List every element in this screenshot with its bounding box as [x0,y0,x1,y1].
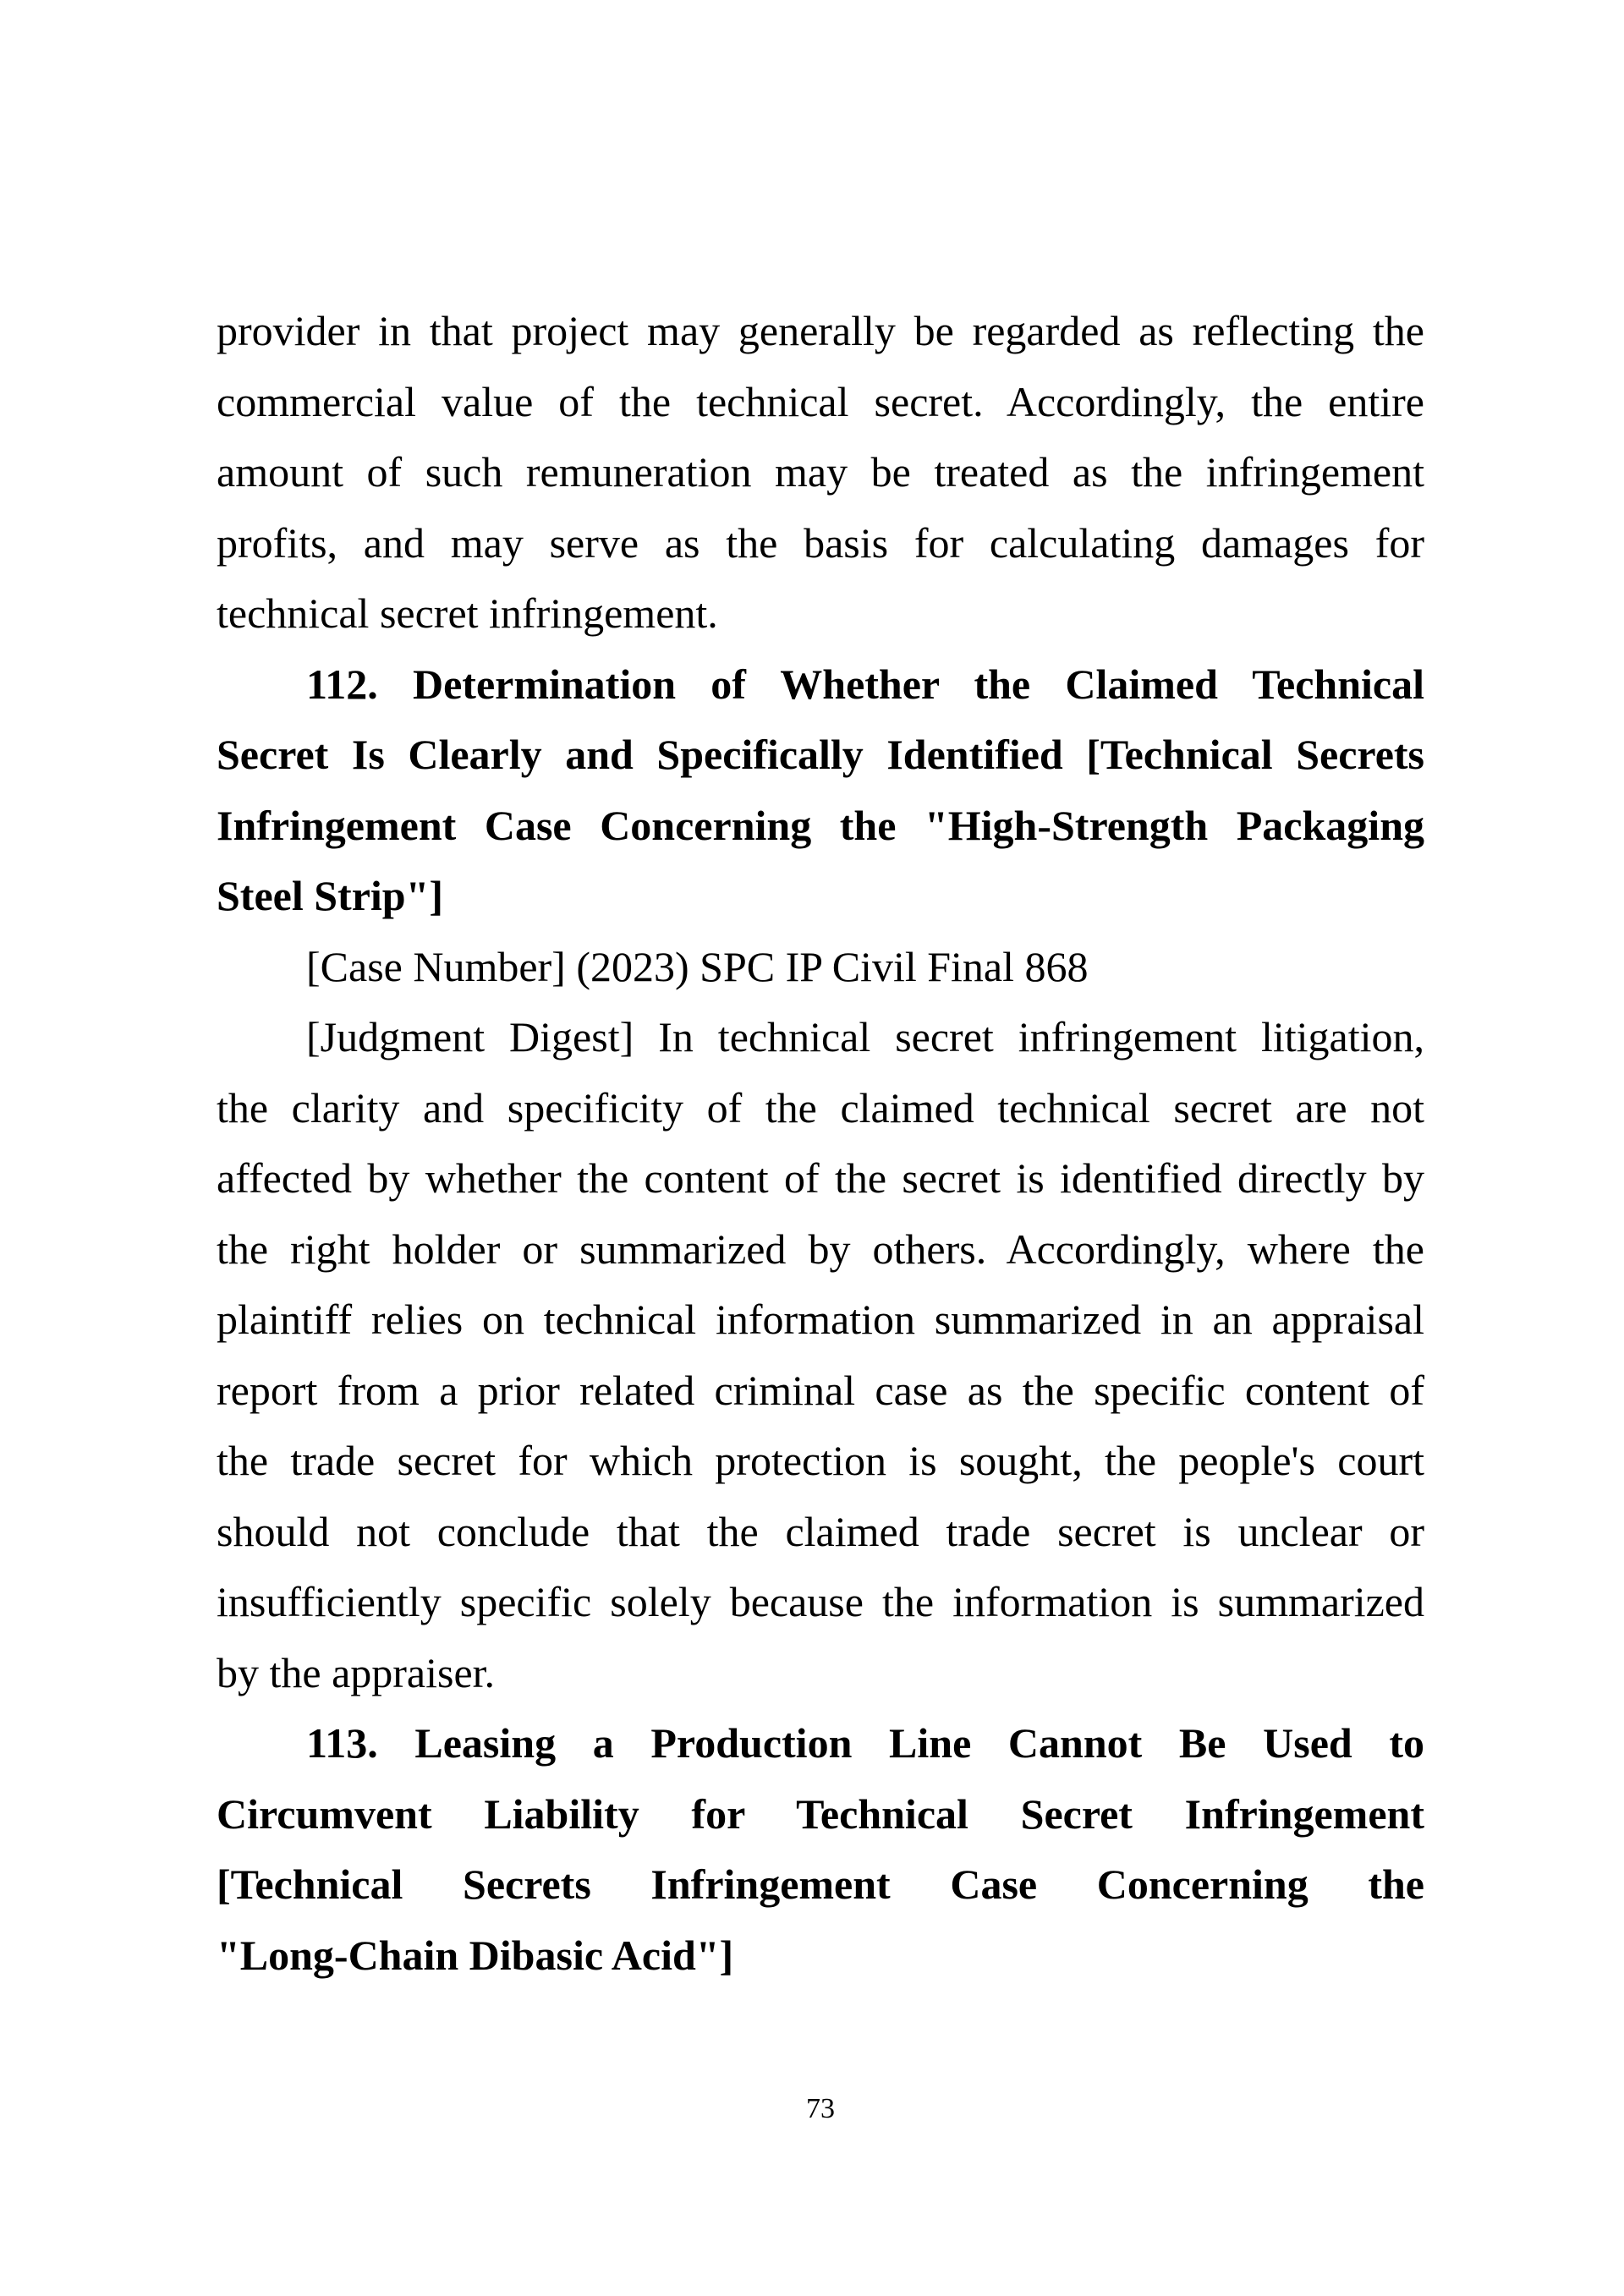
heading-case-112 [217,649,1424,932]
text-line: report from a prior related criminal case as the specific content of [217,1366,1424,1414]
text-line: [Case Number] (2023) SPC IP Civil Final 868 [306,942,1089,990]
text-line: Steel Strip"] [217,872,443,919]
text-line: [Technical Secrets Infringement Case Concerning the [217,1860,1424,1908]
page-body [217,296,1424,1991]
text-line: affected by whether the content of the secret is identified directly by [217,1154,1424,1202]
text-line: Infringement Case Concerning the "High-Strength Packaging [217,801,1424,849]
case-number-line [217,932,1424,1003]
heading-case-113 [217,1708,1424,1991]
text-line: provider in that project may generally be regarded as reflecting the [217,307,1424,354]
text-line: 112. Determination of Whether the Claimed Technical [306,660,1424,708]
text-line: the clarity and specificity of the claimed technical secret are not [217,1083,1424,1132]
text-line: plaintiff relies on technical information summarized in an appraisal [217,1296,1424,1343]
text-line: the right holder or summarized by others. Accordingly, where the [217,1225,1424,1273]
text-line: technical secret infringement. [217,589,718,637]
paragraph-continuation [217,296,1424,649]
text-line: Secret Is Clearly and Specifically Identified [Technical Secrets [217,731,1424,778]
text-line: should not conclude that the claimed trade secret is unclear or [217,1507,1424,1555]
page-number: 73 [806,2093,835,2124]
text-line: Circumvent Liability for Technical Secret Infringement [217,1789,1424,1838]
text-line: amount of such remuneration may be treated as the infringement [217,448,1424,496]
judgment-digest-paragraph [217,1002,1424,1708]
text-line: "Long-Chain Dibasic Acid"] [217,1931,734,1979]
text-line: 113. Leasing a Production Line Cannot Be Used to [306,1719,1424,1767]
text-line: profits, and may serve as the basis for calculating damages for [217,518,1424,567]
text-line: insufficiently specific solely because the information is summarized [217,1578,1424,1625]
text-line: [Judgment Digest] In technical secret infringement litigation, [306,1013,1424,1060]
text-line: the trade secret for which protection is sought, the people's court [217,1437,1424,1484]
text-line: by the appraiser. [217,1648,496,1696]
text-line: commercial value of the technical secret. Accordingly, the entire [217,377,1424,425]
